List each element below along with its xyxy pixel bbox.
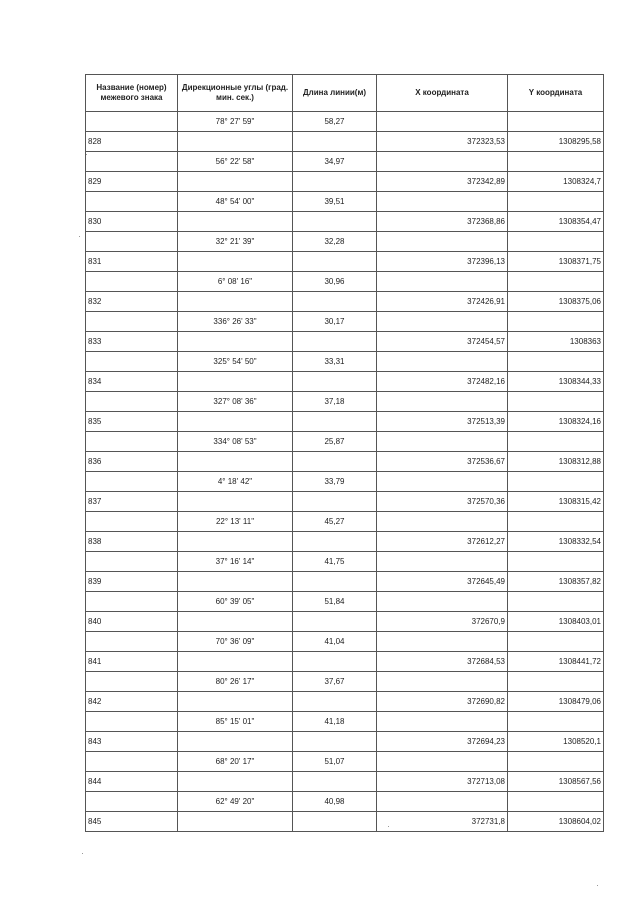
length-cell (293, 812, 377, 832)
y-coordinate-cell: 1308567,56 (508, 772, 604, 792)
x-coordinate-cell (377, 112, 508, 132)
table-row (86, 372, 604, 392)
angle-cell: 62° 49' 20" (178, 792, 293, 812)
x-coordinate-cell (377, 352, 508, 372)
x-coordinate-cell: 372731,8 (377, 812, 508, 832)
y-coordinate-cell (508, 392, 604, 412)
x-coordinate-cell: 372482,16 (377, 372, 508, 392)
angle-cell: 80° 26' 17" (178, 672, 293, 692)
x-coordinate-cell (377, 712, 508, 732)
length-cell (293, 652, 377, 672)
angle-cell: 60° 39' 05" (178, 592, 293, 612)
scan-speck (86, 154, 87, 155)
header-angle: Дирекционные углы (град. мин. сек.) (178, 75, 293, 112)
length-cell: 37,67 (293, 672, 377, 692)
table-row (86, 192, 604, 212)
length-cell (293, 492, 377, 512)
table-row (86, 612, 604, 632)
length-cell: 33,79 (293, 472, 377, 492)
table-row (86, 672, 604, 692)
length-cell (293, 172, 377, 192)
table-row (86, 252, 604, 272)
table-row (86, 692, 604, 712)
length-cell: 51,84 (293, 592, 377, 612)
angle-cell (178, 252, 293, 272)
angle-cell: 6° 08' 16" (178, 272, 293, 292)
table-row (86, 592, 604, 612)
x-coordinate-cell (377, 192, 508, 212)
length-cell (293, 772, 377, 792)
name-cell (86, 192, 178, 212)
name-cell (86, 592, 178, 612)
table-row (86, 632, 604, 652)
y-coordinate-cell (508, 152, 604, 172)
name-cell (86, 672, 178, 692)
angle-cell: 336° 26' 33" (178, 312, 293, 332)
table-row (86, 812, 604, 832)
table-row (86, 512, 604, 532)
table-row (86, 752, 604, 772)
table-row (86, 152, 604, 172)
scan-speck (82, 853, 83, 854)
table-row (86, 112, 604, 132)
table-row (86, 412, 604, 432)
boundary-coordinates-table (85, 74, 604, 832)
length-cell: 33,31 (293, 352, 377, 372)
x-coordinate-cell: 372536,67 (377, 452, 508, 472)
y-coordinate-cell: 1308357,82 (508, 572, 604, 592)
header-length: Длина линии(м) (293, 75, 377, 112)
name-cell: 829 (86, 172, 178, 192)
y-coordinate-cell (508, 752, 604, 772)
length-cell: 58,27 (293, 112, 377, 132)
table-row (86, 332, 604, 352)
x-coordinate-cell (377, 232, 508, 252)
name-cell: 832 (86, 292, 178, 312)
length-cell (293, 532, 377, 552)
length-cell (293, 252, 377, 272)
header-x: X координата (377, 75, 508, 112)
y-coordinate-cell (508, 192, 604, 212)
name-cell (86, 712, 178, 732)
scan-speck (597, 885, 598, 886)
y-coordinate-cell: 1308604,02 (508, 812, 604, 832)
length-cell: 39,51 (293, 192, 377, 212)
y-coordinate-cell (508, 352, 604, 372)
y-coordinate-cell: 1308324,16 (508, 412, 604, 432)
length-cell (293, 572, 377, 592)
table-row (86, 652, 604, 672)
name-cell (86, 432, 178, 452)
y-coordinate-cell: 1308324,7 (508, 172, 604, 192)
name-cell (86, 512, 178, 532)
length-cell: 30,17 (293, 312, 377, 332)
name-cell (86, 632, 178, 652)
table-header-row (86, 75, 604, 112)
x-coordinate-cell (377, 272, 508, 292)
name-cell: 837 (86, 492, 178, 512)
x-coordinate-cell (377, 792, 508, 812)
x-coordinate-cell: 372323,53 (377, 132, 508, 152)
angle-cell: 68° 20' 17" (178, 752, 293, 772)
name-cell: 843 (86, 732, 178, 752)
x-coordinate-cell (377, 592, 508, 612)
y-coordinate-cell (508, 432, 604, 452)
length-cell: 41,04 (293, 632, 377, 652)
name-cell: 830 (86, 212, 178, 232)
x-coordinate-cell (377, 312, 508, 332)
x-coordinate-cell (377, 552, 508, 572)
y-coordinate-cell: 1308403,01 (508, 612, 604, 632)
table-row (86, 132, 604, 152)
name-cell (86, 112, 178, 132)
length-cell (293, 212, 377, 232)
length-cell: 30,96 (293, 272, 377, 292)
table-row (86, 432, 604, 452)
header-y: Y координата (508, 75, 604, 112)
length-cell (293, 452, 377, 472)
table-row (86, 232, 604, 252)
angle-cell (178, 572, 293, 592)
angle-cell (178, 692, 293, 712)
name-cell: 841 (86, 652, 178, 672)
angle-cell: 70° 36' 09" (178, 632, 293, 652)
angle-cell: 37° 16' 14" (178, 552, 293, 572)
y-coordinate-cell (508, 672, 604, 692)
x-coordinate-cell: 372684,53 (377, 652, 508, 672)
y-coordinate-cell: 1308312,88 (508, 452, 604, 472)
table-row (86, 292, 604, 312)
x-coordinate-cell: 372690,82 (377, 692, 508, 712)
table-row (86, 492, 604, 512)
length-cell (293, 612, 377, 632)
y-coordinate-cell (508, 112, 604, 132)
angle-cell: 327° 08' 36" (178, 392, 293, 412)
name-cell: 831 (86, 252, 178, 272)
scan-speck (79, 236, 80, 237)
name-cell: 833 (86, 332, 178, 352)
name-cell: 836 (86, 452, 178, 472)
x-coordinate-cell: 372694,23 (377, 732, 508, 752)
angle-cell (178, 652, 293, 672)
y-coordinate-cell: 1308520,1 (508, 732, 604, 752)
table-row (86, 312, 604, 332)
angle-cell (178, 332, 293, 352)
name-cell: 838 (86, 532, 178, 552)
y-coordinate-cell (508, 712, 604, 732)
angle-cell (178, 452, 293, 472)
x-coordinate-cell (377, 752, 508, 772)
y-coordinate-cell (508, 232, 604, 252)
angle-cell (178, 812, 293, 832)
y-coordinate-cell: 1308479,06 (508, 692, 604, 712)
y-coordinate-cell (508, 312, 604, 332)
x-coordinate-cell: 372513,39 (377, 412, 508, 432)
x-coordinate-cell: 372426,91 (377, 292, 508, 312)
table-row (86, 732, 604, 752)
x-coordinate-cell: 372670,9 (377, 612, 508, 632)
x-coordinate-cell (377, 472, 508, 492)
length-cell: 34,97 (293, 152, 377, 172)
table-row (86, 172, 604, 192)
name-cell: 840 (86, 612, 178, 632)
y-coordinate-cell: 1308354,47 (508, 212, 604, 232)
table-row (86, 472, 604, 492)
x-coordinate-cell: 372570,36 (377, 492, 508, 512)
x-coordinate-cell (377, 432, 508, 452)
length-cell (293, 732, 377, 752)
name-cell: 828 (86, 132, 178, 152)
x-coordinate-cell: 372454,57 (377, 332, 508, 352)
angle-cell (178, 172, 293, 192)
length-cell: 45,27 (293, 512, 377, 532)
table-body (86, 112, 604, 832)
name-cell: 835 (86, 412, 178, 432)
angle-cell: 32° 21' 39" (178, 232, 293, 252)
table-row (86, 572, 604, 592)
length-cell: 37,18 (293, 392, 377, 412)
angle-cell (178, 412, 293, 432)
table-row (86, 392, 604, 412)
name-cell (86, 272, 178, 292)
x-coordinate-cell: 372645,49 (377, 572, 508, 592)
name-cell (86, 552, 178, 572)
name-cell (86, 752, 178, 772)
name-cell: 834 (86, 372, 178, 392)
length-cell (293, 372, 377, 392)
header-name: Название (номер) межевого знака (86, 75, 178, 112)
angle-cell: 4° 18' 42" (178, 472, 293, 492)
y-coordinate-cell (508, 792, 604, 812)
angle-cell: 22° 13' 11" (178, 512, 293, 532)
name-cell (86, 232, 178, 252)
angle-cell (178, 292, 293, 312)
table-row (86, 272, 604, 292)
y-coordinate-cell (508, 592, 604, 612)
angle-cell (178, 532, 293, 552)
table-row (86, 552, 604, 572)
x-coordinate-cell (377, 512, 508, 532)
table-row (86, 772, 604, 792)
length-cell (293, 332, 377, 352)
length-cell (293, 132, 377, 152)
angle-cell: 334° 08' 53" (178, 432, 293, 452)
name-cell (86, 392, 178, 412)
x-coordinate-cell: 372713,08 (377, 772, 508, 792)
y-coordinate-cell: 1308344,33 (508, 372, 604, 392)
table-row (86, 712, 604, 732)
name-cell: 845 (86, 812, 178, 832)
angle-cell: 325° 54' 50" (178, 352, 293, 372)
length-cell: 51,07 (293, 752, 377, 772)
length-cell: 41,75 (293, 552, 377, 572)
angle-cell: 48° 54' 00" (178, 192, 293, 212)
x-coordinate-cell: 372396,13 (377, 252, 508, 272)
length-cell (293, 692, 377, 712)
name-cell: 842 (86, 692, 178, 712)
angle-cell (178, 132, 293, 152)
table-row (86, 352, 604, 372)
length-cell: 25,87 (293, 432, 377, 452)
length-cell (293, 292, 377, 312)
scan-speck (388, 826, 389, 827)
name-cell (86, 352, 178, 372)
length-cell: 32,28 (293, 232, 377, 252)
angle-cell (178, 372, 293, 392)
name-cell (86, 792, 178, 812)
table-row (86, 532, 604, 552)
angle-cell (178, 732, 293, 752)
y-coordinate-cell: 1308295,58 (508, 132, 604, 152)
length-cell (293, 412, 377, 432)
x-coordinate-cell (377, 672, 508, 692)
name-cell: 839 (86, 572, 178, 592)
y-coordinate-cell (508, 512, 604, 532)
x-coordinate-cell: 372612,27 (377, 532, 508, 552)
angle-cell (178, 772, 293, 792)
x-coordinate-cell (377, 632, 508, 652)
table-row (86, 792, 604, 812)
x-coordinate-cell (377, 152, 508, 172)
length-cell: 41,18 (293, 712, 377, 732)
length-cell: 40,98 (293, 792, 377, 812)
x-coordinate-cell (377, 392, 508, 412)
y-coordinate-cell: 1308332,54 (508, 532, 604, 552)
y-coordinate-cell (508, 632, 604, 652)
y-coordinate-cell: 1308371,75 (508, 252, 604, 272)
x-coordinate-cell: 372342,89 (377, 172, 508, 192)
y-coordinate-cell: 1308441,72 (508, 652, 604, 672)
y-coordinate-cell (508, 272, 604, 292)
name-cell (86, 472, 178, 492)
y-coordinate-cell: 1308315,42 (508, 492, 604, 512)
angle-cell: 85° 15' 01" (178, 712, 293, 732)
table-row (86, 452, 604, 472)
name-cell (86, 152, 178, 172)
y-coordinate-cell: 1308375,06 (508, 292, 604, 312)
angle-cell (178, 212, 293, 232)
angle-cell (178, 612, 293, 632)
y-coordinate-cell (508, 472, 604, 492)
x-coordinate-cell: 372368,86 (377, 212, 508, 232)
angle-cell (178, 492, 293, 512)
name-cell (86, 312, 178, 332)
name-cell: 844 (86, 772, 178, 792)
angle-cell: 78° 27' 59" (178, 112, 293, 132)
y-coordinate-cell (508, 552, 604, 572)
table-row (86, 212, 604, 232)
y-coordinate-cell: 1308363 (508, 332, 604, 352)
angle-cell: 56° 22' 58" (178, 152, 293, 172)
